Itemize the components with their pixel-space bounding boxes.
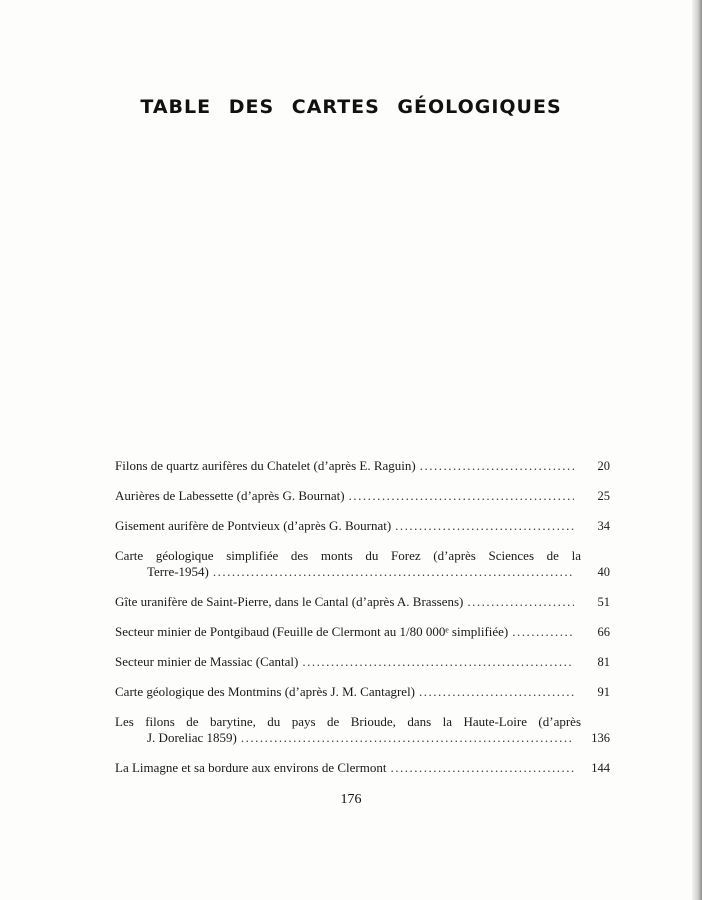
toc-leader-dots: [241, 730, 574, 746]
toc-entry-page: 20: [597, 459, 610, 473]
toc-entry[interactable]: [115, 654, 610, 670]
toc-leader-dots: [395, 518, 574, 534]
toc-leader-dots: [302, 654, 574, 670]
toc-leader-dots: [419, 684, 574, 700]
table-of-maps: [115, 458, 610, 776]
toc-entry-text-line2: Terre-1954): [147, 564, 209, 579]
toc-entry-text-line2: J. Doreliac 1859): [147, 730, 237, 745]
toc-entry-page: 136: [591, 731, 610, 745]
toc-entry[interactable]: [115, 458, 610, 474]
toc-entry-page: 91: [597, 685, 610, 699]
toc-entry[interactable]: [115, 684, 610, 700]
toc-leader-dots: [349, 488, 574, 504]
toc-entry-text-line1: Les filons de barytine, du pays de Brioude, dans la Haute-Loire (d’après: [115, 714, 581, 729]
toc-entry[interactable]: [115, 594, 610, 610]
page-number: 176: [340, 792, 362, 807]
page-edge-shadow: [692, 0, 702, 900]
toc-entry-text: Carte géologique des Montmins (d’après J. M. Cantagrel): [115, 684, 416, 699]
toc-entry-page: 34: [597, 519, 610, 533]
toc-leader-dots: [512, 624, 574, 640]
toc-entry-page: 144: [591, 761, 610, 775]
toc-leader-dots: [420, 458, 574, 474]
toc-entry-text: Gisement aurifère de Pontvieux (d’après G. Bournat): [115, 518, 392, 533]
toc-entry[interactable]: [115, 760, 610, 776]
toc-entry-text: Filons de quartz aurifères du Chatelet (d’après E. Raguin): [115, 458, 416, 473]
toc-entry-page: 25: [597, 489, 610, 503]
toc-entry-text: La Limagne et sa bordure aux environs de Clermont: [115, 760, 387, 775]
toc-entry-text: Aurières de Labessette (d’après G. Bournat): [115, 488, 345, 503]
toc-entry-page: 51: [597, 595, 610, 609]
toc-entry-page: 66: [597, 625, 610, 639]
toc-entry[interactable]: [115, 714, 610, 746]
toc-entry-text-line1: Carte géologique simplifiée des monts du Forez (d’après Sciences de la: [115, 548, 581, 563]
toc-entry[interactable]: [115, 624, 610, 640]
toc-leader-dots: [213, 564, 574, 580]
toc-entry-page: 81: [597, 655, 610, 669]
toc-entry-text: Gîte uranifère de Saint-Pierre, dans le Cantal (d’après A. Brassens): [115, 594, 464, 609]
toc-entry[interactable]: [115, 548, 610, 580]
toc-entry-text: Secteur minier de Pontgibaud (Feuille de Clermont au 1/80 000ᵉ simplifiée): [115, 624, 509, 639]
toc-entry-page: 40: [597, 565, 610, 579]
toc-entry-text: Secteur minier de Massiac (Cantal): [115, 654, 299, 669]
toc-leader-dots: [390, 760, 574, 776]
toc-leader-dots: [467, 594, 574, 610]
toc-entry[interactable]: [115, 488, 610, 504]
toc-entry[interactable]: [115, 518, 610, 534]
page-title: TABLE DES CARTES GÉOLOGIQUES: [140, 96, 562, 118]
